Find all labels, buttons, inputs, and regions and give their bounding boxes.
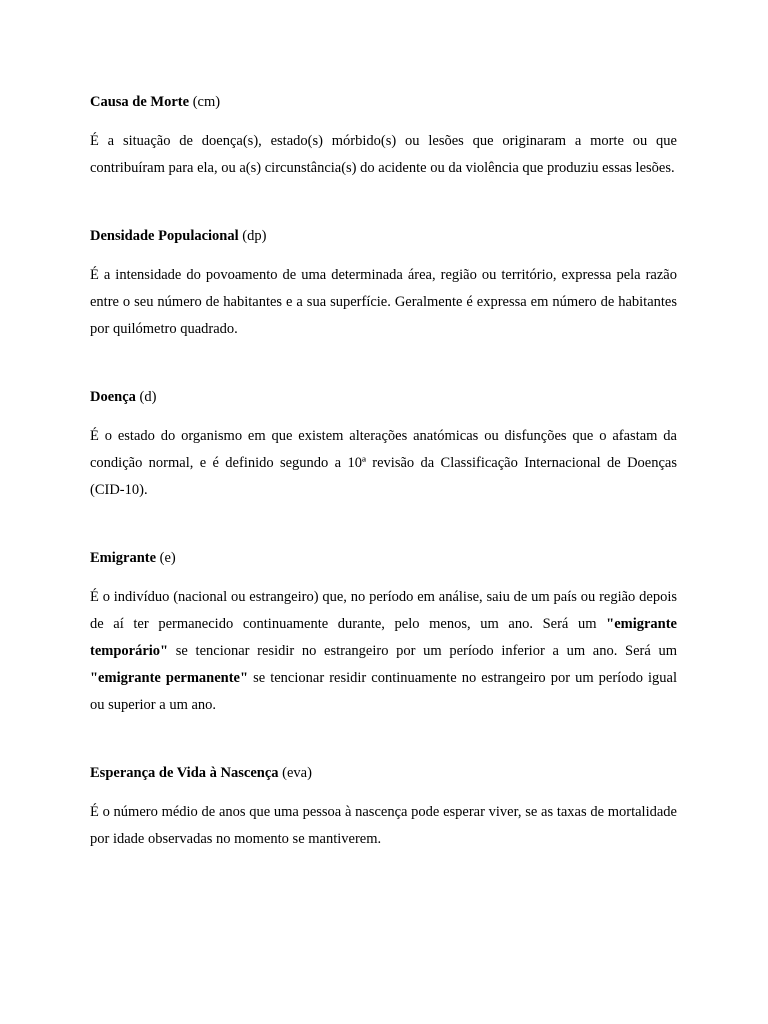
entry-term: Esperança de Vida à Nascença	[90, 765, 279, 781]
entry-definition: É a intensidade do povoamento de uma determinada área, região ou território, expressa pela razão entre o seu número de habitantes e a sua superfície. Geralmente é expressa em número de habitantes por quilómetro quadrado.	[90, 267, 677, 337]
definition-text: É o indivíduo (nacional ou estrangeiro) que, no período em análise, saiu de um país ou região depois de aí ter permanecido continuamente durante, pelo menos, um ano. Será um	[90, 589, 677, 632]
entry-heading	[90, 548, 677, 568]
entry-term: Causa de Morte	[90, 94, 190, 110]
entry-abbreviation: (d)	[139, 389, 157, 405]
entry-heading	[90, 226, 677, 246]
entry-definition: É a situação de doença(s), estado(s) mórbido(s) ou lesões que originaram a morte ou que contribuíram para ela, ou a(s) circunstância(s) do acidente ou da violência que produziu essas lesões.	[90, 133, 677, 176]
entry-abbreviation: (cm)	[192, 94, 221, 110]
glossary-entry-esperanca-de-vida	[90, 763, 677, 853]
entry-heading	[90, 92, 677, 112]
entry-definition: É o número médio de anos que uma pessoa à nascença pode esperar viver, se as taxas de mortalidade por idade observadas no momento se mantiverem.	[90, 804, 677, 847]
entry-term: Emigrante	[90, 550, 157, 566]
entry-heading	[90, 763, 677, 783]
entry-definition: É o estado do organismo em que existem alterações anatómicas ou disfunções que o afastam da condição normal, e é definido segundo a 10ª revisão da Classificação Internacional de Doenças (CID-10).	[90, 428, 677, 498]
glossary-entry-causa-de-morte	[90, 92, 677, 182]
entry-term: Densidade Populacional	[90, 228, 239, 244]
emphasis-emigrante-permanente: "emigrante permanente"	[90, 670, 249, 686]
glossary-entry-emigrante	[90, 548, 677, 719]
entry-definition	[90, 584, 677, 719]
emphasis-emigrante-temporario: "emigrante temporário"	[90, 616, 677, 659]
entry-heading	[90, 387, 677, 407]
document-page	[90, 92, 677, 853]
entry-abbreviation: (dp)	[242, 228, 267, 244]
definition-text: se tencionar residir continuamente no estrangeiro por um período igual ou superior a um ano.	[90, 670, 677, 713]
entry-abbreviation: (e)	[159, 550, 176, 566]
definition-text: se tencionar residir no estrangeiro por um período inferior a um ano. Será um	[168, 643, 677, 659]
glossary-entry-densidade-populacional	[90, 226, 677, 343]
entry-term: Doença	[90, 389, 136, 405]
glossary-entry-doenca	[90, 387, 677, 504]
entry-abbreviation: (eva)	[282, 765, 312, 781]
